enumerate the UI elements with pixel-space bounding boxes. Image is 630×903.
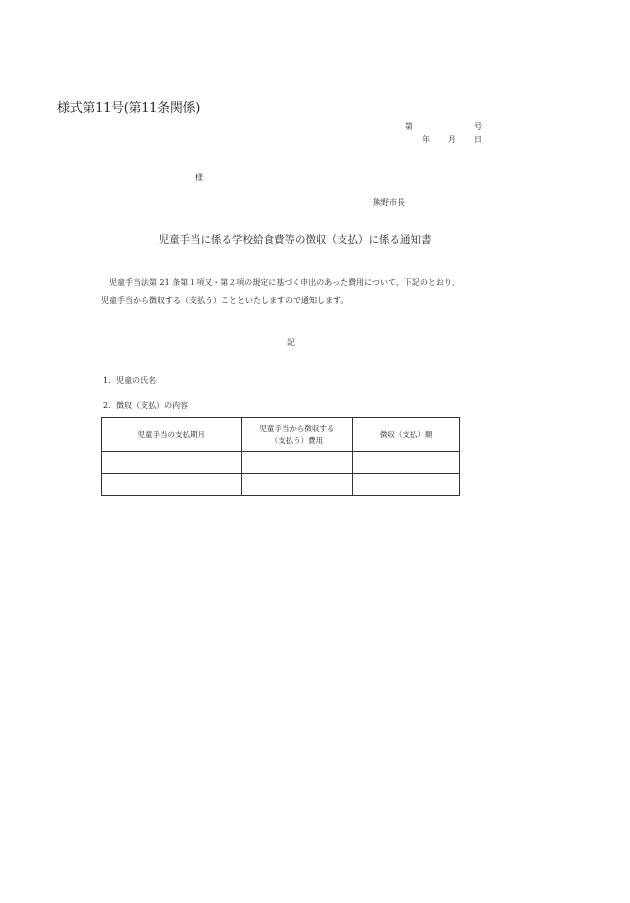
item-child-name: 1．児童の氏名 — [103, 376, 157, 385]
item-collection-details: 2．徴収（支払）の内容 — [103, 401, 189, 410]
header-payment-month: 児童手当の支払期月 — [102, 418, 242, 452]
form-number: 様式第11号(第11条関係) — [57, 101, 201, 116]
date-month-label: 月 — [448, 135, 456, 144]
recipient-honorific: 様 — [195, 173, 203, 182]
collection-details-table — [101, 417, 460, 496]
document-number-suffix: 号 — [474, 122, 482, 131]
date-day-label: 日 — [474, 135, 482, 144]
header-amount: 徴収（支払）額 — [353, 418, 460, 452]
table-row — [102, 452, 460, 474]
header-cost — [241, 418, 353, 452]
table-header-row — [102, 418, 460, 452]
body-line-2: 児童手当から徴収する（支払う）ことといたしますので通知します。 — [101, 296, 349, 305]
table-row — [102, 474, 460, 496]
table-cell — [353, 452, 460, 474]
body-line-1: 児童手当法第 21 条第１項又・第２項の規定に基づく申出のあった費用について、下記のとおり、 — [109, 278, 460, 287]
ki-heading: 記 — [287, 338, 295, 347]
table-cell — [102, 474, 242, 496]
table-cell — [241, 474, 353, 496]
document-number-prefix: 第 — [405, 122, 413, 131]
table-cell — [102, 452, 242, 474]
date-year-label: 年 — [422, 135, 430, 144]
table-cell — [353, 474, 460, 496]
issuer-name: 熊野市長 — [373, 198, 405, 207]
header-cost-line-1: 児童手当から徴収する — [259, 423, 335, 433]
header-cost-line-2: （支払う）費用 — [270, 435, 324, 445]
body-paragraph — [101, 274, 501, 310]
document-title: 児童手当に係る学校給食費等の徴収（支払）に係る通知書 — [158, 234, 432, 246]
table-cell — [241, 452, 353, 474]
